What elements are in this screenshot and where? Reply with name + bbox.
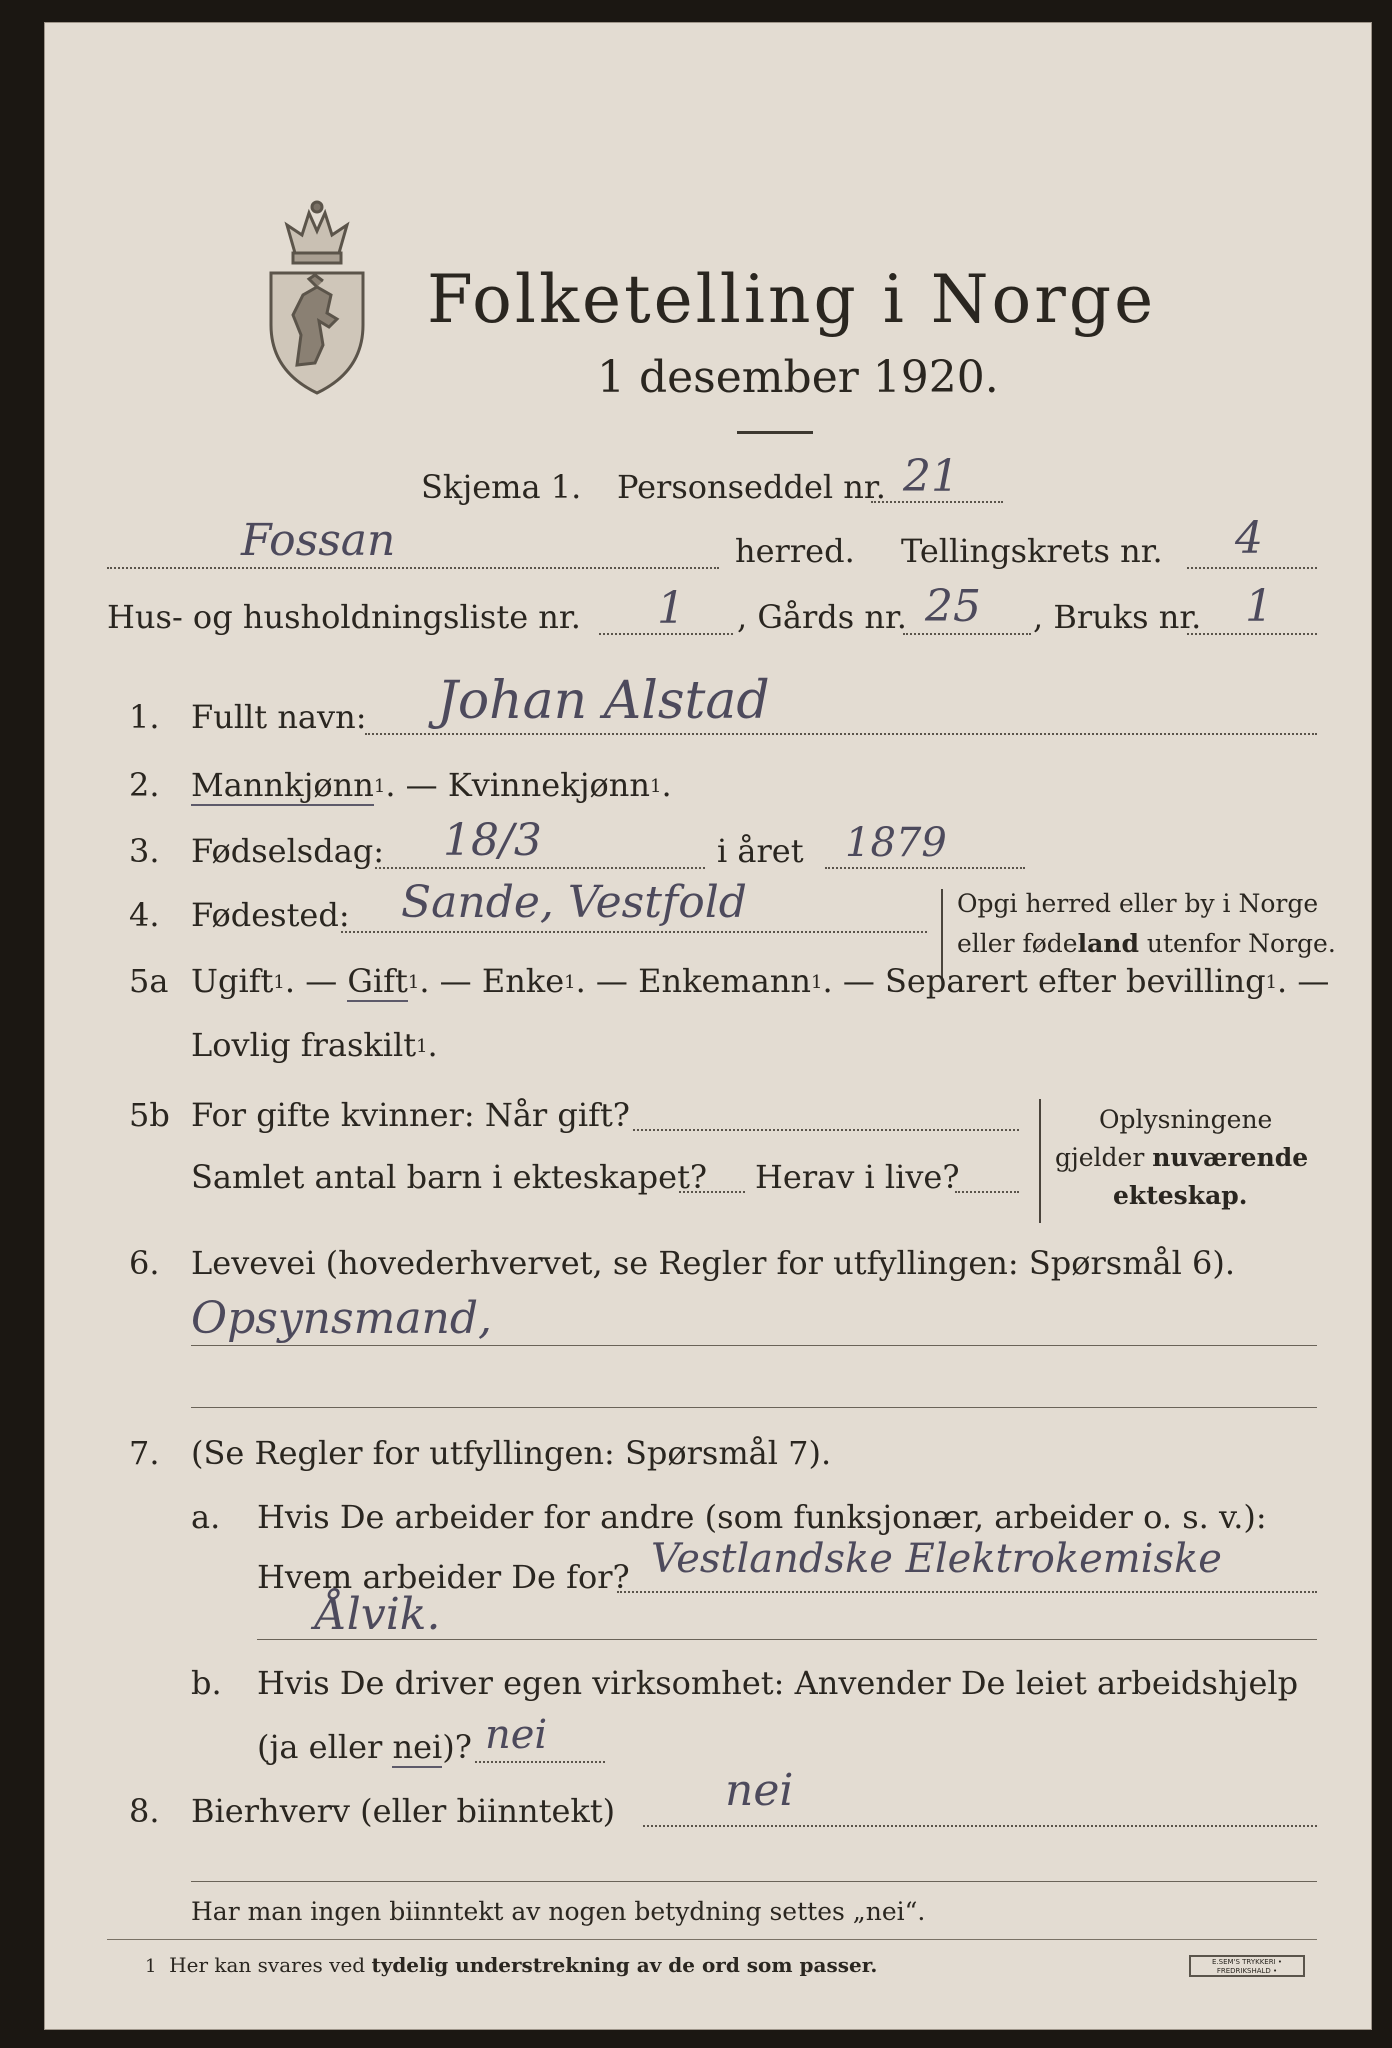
q5a-options-line1: Ugift$^1$. — Gift$^1$. — Enke$^1$. — Enkemann$^1$. — Separert efter bevilling$^1$. — <box>191 962 1330 1000</box>
q5b-note-line3: ekteskap. <box>1113 1181 1248 1210</box>
q7b-letter: b. <box>191 1664 222 1702</box>
q3-number: 3. <box>129 832 160 870</box>
skjema-label: Skjema 1. <box>421 468 582 506</box>
q7a-letter: a. <box>191 1498 221 1536</box>
q1-label: Fullt navn: <box>191 698 367 736</box>
birthday-value: 18/3 <box>443 815 542 866</box>
tellingskrets-label: Tellingskrets nr. <box>901 532 1163 570</box>
q5b-note-bracket <box>1039 1099 1041 1223</box>
employer-field[interactable] <box>617 1591 1317 1593</box>
q5b-note-line2: gjelder nuværende <box>1055 1143 1309 1172</box>
occupation-value: Opsynsmand, <box>191 1293 493 1344</box>
q3-label: Fødselsdag: <box>191 832 385 870</box>
q5a-number: 5a <box>129 962 169 1000</box>
hus-value: 1 <box>657 583 685 634</box>
q7b-label1: Hvis De driver egen virksomhet: Anvender De leiet arbeidshjelp <box>257 1664 1299 1702</box>
occupation-line-1[interactable] <box>191 1345 1317 1346</box>
side-income-value: nei <box>725 1765 794 1816</box>
option-nei[interactable]: nei <box>392 1728 443 1766</box>
form-title: Folketelling i Norge <box>427 261 1157 338</box>
q5b-number: 5b <box>129 1096 170 1134</box>
employer-value-line2: Ålvik. <box>315 1589 441 1640</box>
gards-value: 25 <box>925 581 981 632</box>
side-income-field[interactable] <box>643 1825 1317 1827</box>
herred-label: herred. <box>735 532 855 570</box>
hired-help-value: nei <box>485 1712 548 1758</box>
option-separert[interactable]: . — Separert efter bevilling <box>822 962 1266 1000</box>
birthplace-value: Sande, Vestfold <box>401 877 747 928</box>
gards-label: , Gårds nr. <box>737 598 907 636</box>
option-kvinnekjonn[interactable]: Kvinnekjønn <box>447 766 650 804</box>
q4-note-line1: Opgi herred eller by i Norge <box>957 889 1319 918</box>
q8-note: Har man ingen biinntekt av nogen betydning settes „nei“. <box>191 1897 926 1926</box>
q3-year-label: i året <box>717 832 804 870</box>
q2-options: Mannkjønn$^1$. — Kvinnekjønn$^1$. <box>191 766 672 804</box>
option-gift[interactable]: Gift <box>347 962 408 1000</box>
birthday-field[interactable] <box>375 867 705 869</box>
printer-mark: E.SEM'S TRYKKERI • FREDRIKSHALD • <box>1189 1955 1305 1977</box>
hus-label: Hus- og husholdningsliste nr. <box>107 598 581 636</box>
gards-field[interactable] <box>903 633 1031 635</box>
option-enke[interactable]: . — Enke <box>419 962 565 1000</box>
option-lovlig-fraskilt[interactable]: Lovlig fraskilt <box>191 1026 417 1064</box>
footnote: 1 Her kan svares ved tydelig understrekning av de ord som passer. <box>145 1953 878 1977</box>
q5b-label2: Samlet antal barn i ekteskapet? <box>191 1158 708 1196</box>
q2-number: 2. <box>129 766 160 804</box>
hired-help-field[interactable] <box>475 1761 605 1763</box>
option-ugift[interactable]: Ugift <box>191 962 274 1000</box>
q7b-label2: (ja eller nei)? <box>257 1728 472 1766</box>
q8-label: Bierhverv (eller biinntekt) <box>191 1792 616 1830</box>
personseddel-label: Personseddel nr. <box>617 468 886 506</box>
bruks-field[interactable] <box>1187 633 1317 635</box>
occupation-line-2[interactable] <box>191 1407 1317 1408</box>
herred-value: Fossan <box>241 515 396 566</box>
option-enkemann[interactable]: . — Enkemann <box>575 962 812 1000</box>
q1-number: 1. <box>129 698 160 736</box>
q6-label: Levevei (hovederhvervet, se Regler for utfyllingen: Spørsmål 6). <box>191 1244 1236 1282</box>
bruks-value: 1 <box>1245 581 1273 632</box>
q4-label: Fødested: <box>191 896 350 934</box>
q7-number: 7. <box>129 1434 160 1472</box>
q5a-options-line2: Lovlig fraskilt$^1$. <box>191 1026 438 1064</box>
tellingskrets-field[interactable] <box>1187 567 1317 569</box>
birth-year-field[interactable] <box>825 867 1025 869</box>
herred-field[interactable] <box>107 567 719 569</box>
q5b-label1: For gifte kvinner: Når gift? <box>191 1096 630 1134</box>
employer-value-line1: Vestlandske Elektrokemiske <box>651 1536 1222 1582</box>
birth-year-value: 1879 <box>845 820 947 866</box>
q4-number: 4. <box>129 896 160 934</box>
q5b-label3: Herav i live? <box>755 1158 960 1196</box>
title-divider <box>737 431 813 434</box>
q8-number: 8. <box>129 1792 160 1830</box>
full-name-value: Johan Alstad <box>437 671 770 731</box>
census-form-page <box>44 22 1372 2030</box>
employer-line-2[interactable] <box>257 1639 1317 1640</box>
q5b-note-line1: Oplysningene <box>1099 1105 1273 1134</box>
side-income-line-2[interactable] <box>191 1881 1317 1882</box>
footnote-divider <box>107 1939 1317 1940</box>
tellingskrets-value: 4 <box>1235 513 1263 564</box>
census-date: 1 desember 1920. <box>597 352 999 403</box>
q6-number: 6. <box>129 1244 160 1282</box>
marriage-date-field[interactable] <box>633 1129 1019 1131</box>
q7-label: (Se Regler for utfyllingen: Spørsmål 7). <box>191 1434 832 1472</box>
bruks-label: , Bruks nr. <box>1033 598 1202 636</box>
personseddel-value: 21 <box>903 451 959 502</box>
q7a-label2: Hvem arbeider De for? <box>257 1558 630 1596</box>
q7a-label1: Hvis De arbeider for andre (som funksjonær, arbeider o. s. v.): <box>257 1498 1267 1536</box>
children-alive-field[interactable] <box>955 1191 1019 1193</box>
option-mannkjonn[interactable]: Mannkjønn <box>191 766 374 804</box>
full-name-field[interactable] <box>365 733 1317 735</box>
q4-note-line2: eller fødeland utenfor Norge. <box>957 929 1336 958</box>
birthplace-field[interactable] <box>341 931 927 933</box>
children-total-field[interactable] <box>679 1191 745 1193</box>
coat-of-arms-icon <box>257 195 377 395</box>
